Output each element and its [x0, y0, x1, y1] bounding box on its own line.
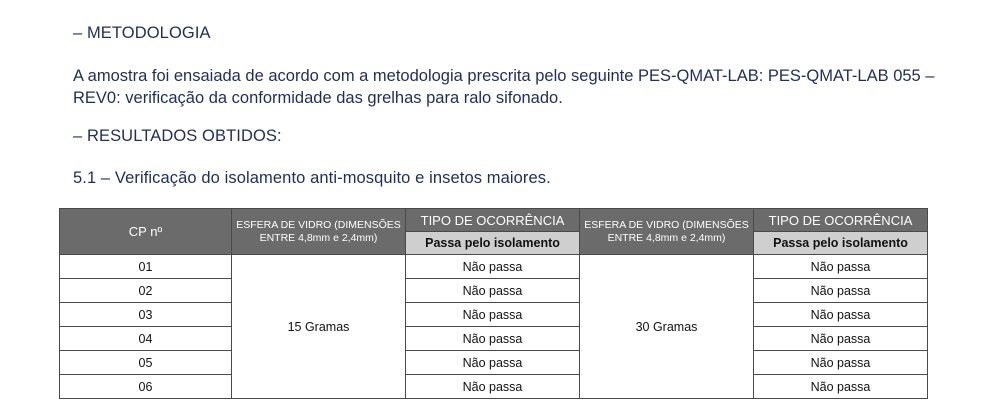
subsection-heading-5-1: 5.1 – Verificação do isolamento anti-mosquito e insetos maiores. [73, 169, 551, 187]
cell-result: Não passa [406, 327, 580, 351]
cell-result: Não passa [754, 375, 928, 399]
cell-cp: 01 [60, 255, 232, 279]
header-sub-1: Passa pelo isolamento [406, 232, 580, 255]
table-row [60, 255, 928, 279]
cell-cp: 05 [60, 351, 232, 375]
table-row [60, 375, 928, 399]
cell-mass-15: 15 Gramas [232, 255, 406, 399]
header-esfera-2: ESFERA DE VIDRO (DIMENSÕES ENTRE 4,8mm e 2,4mm) [580, 209, 754, 255]
methodology-paragraph [73, 65, 973, 109]
cell-result: Não passa [406, 375, 580, 399]
cell-result: Não passa [754, 327, 928, 351]
header-sub-2: Passa pelo isolamento [754, 232, 928, 255]
table-row [60, 303, 928, 327]
cell-result: Não passa [406, 351, 580, 375]
cell-result: Não passa [406, 255, 580, 279]
cell-result: Não passa [754, 351, 928, 375]
cell-cp: 02 [60, 279, 232, 303]
cell-result: Não passa [754, 303, 928, 327]
header-esfera-1: ESFERA DE VIDRO (DIMENSÕES ENTRE 4,8mm e 2,4mm) [232, 209, 406, 255]
cell-result: Não passa [406, 303, 580, 327]
cell-result: Não passa [754, 279, 928, 303]
cell-result: Não passa [754, 255, 928, 279]
table-row [60, 327, 928, 351]
section-heading-metodologia: – METODOLOGIA [73, 24, 211, 42]
cell-cp: 04 [60, 327, 232, 351]
methodology-line-2: REV0: verificação da conformidade das grelhas para ralo sifonado. [73, 89, 563, 107]
header-tipo-1: TIPO DE OCORRÊNCIA [406, 209, 580, 232]
results-table [59, 208, 928, 399]
table-row [60, 279, 928, 303]
cell-cp: 06 [60, 375, 232, 399]
header-cp: CP nº [60, 209, 232, 255]
cell-mass-30: 30 Gramas [580, 255, 754, 399]
methodology-line-1: A amostra foi ensaiada de acordo com a metodologia prescrita pelo seguinte PES-QMAT-LAB: PES-QMAT-LAB 055 – [73, 67, 935, 85]
cell-cp: 03 [60, 303, 232, 327]
header-tipo-2: TIPO DE OCORRÊNCIA [754, 209, 928, 232]
cell-result: Não passa [406, 279, 580, 303]
section-heading-resultados: – RESULTADOS OBTIDOS: [73, 127, 282, 145]
table-row [60, 351, 928, 375]
